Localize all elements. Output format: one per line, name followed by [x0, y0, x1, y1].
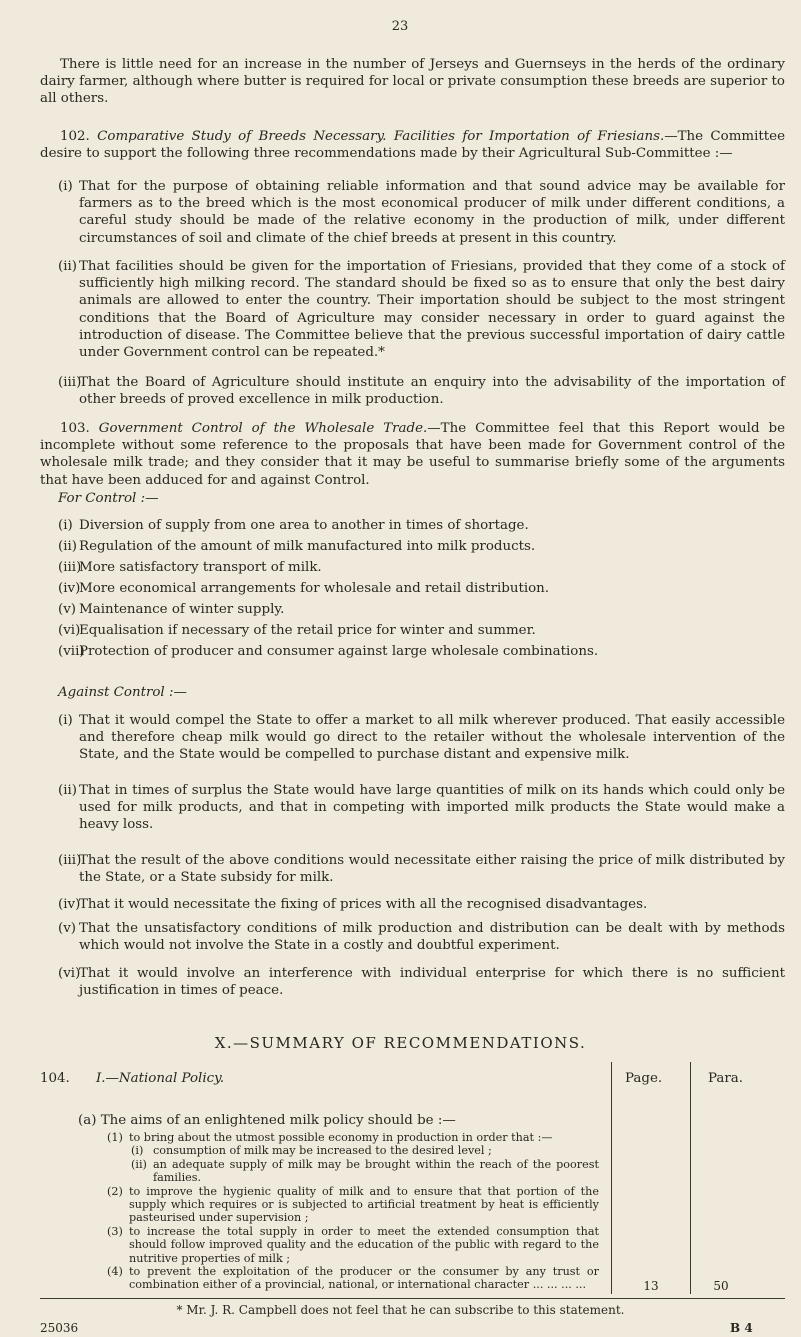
- paragraph-text: —The Committee feel that this Report would be incomplete without some reference to the proposals that have been made for Government control of the wholesale milk trade; and they consider that it may be useful to summarise briefly some of the arguments that have been adduced for and against Control.: [40, 421, 785, 488]
- column-divider: [690, 1062, 691, 1294]
- list-item: [107, 1185, 599, 1225]
- item-label: (v): [58, 921, 77, 936]
- item-label: (iv): [58, 897, 81, 912]
- paragraph-title: Government Control of the Wholesale Trade.: [98, 421, 428, 436]
- item-text: That for the purpose of obtaining reliable information and that sound advice may be available for farmers as to the breed which is the most economical producer of milk under different conditions, a careful study should be made of the relative economy in the production of milk, under different circumstances of soil and climate of the chief breeds at present in this country.: [79, 179, 785, 246]
- list-item: [58, 559, 785, 576]
- list-item: [58, 920, 785, 954]
- item-text: an adequate supply of milk may be brought within the reach of the poorest families.: [153, 1157, 599, 1185]
- item-label: (iv): [58, 581, 81, 596]
- para-reference: 50: [713, 1279, 729, 1293]
- summary-items: [107, 1131, 599, 1292]
- list-item: [58, 580, 785, 597]
- intro-paragraph: There is little need for an increase in the number of Jerseys and Guernseys in the herds of the ordinary dairy farmer, although where butter is required for local or private consumption these breeds are superior to all others.: [40, 57, 785, 107]
- item-text: That the unsatisfactory conditions of milk production and distribution can be dealt with by methods which would not involve the State in a costly and doubtful experiment.: [79, 921, 785, 954]
- item-text: More economical arrangements for wholesale and retail distribution.: [79, 581, 550, 596]
- item-label: (2): [107, 1184, 123, 1198]
- against-control-heading: Against Control :—: [58, 685, 187, 700]
- item-text: Protection of producer and consumer against large wholesale combinations.: [79, 644, 599, 659]
- summary-heading: X.—SUMMARY OF RECOMMENDATIONS.: [214, 1034, 587, 1052]
- column-header-para: Para.: [708, 1071, 744, 1086]
- column-header-page: Page.: [625, 1071, 663, 1086]
- list-item: [58, 896, 785, 913]
- paragraph-103: [40, 420, 785, 489]
- item-label: (vi): [58, 966, 81, 981]
- item-label: (i): [131, 1144, 144, 1158]
- list-item: [58, 852, 785, 886]
- paragraph-text: —The Committee desire to support the following three recommendations made by their Agricultural Sub-Committee :—: [40, 129, 785, 162]
- item-label: (ii): [58, 783, 78, 798]
- list-item: [58, 374, 785, 408]
- paragraph-number: 103.: [60, 421, 90, 436]
- item-label: (vi): [58, 623, 81, 638]
- item-label: (4): [107, 1265, 123, 1279]
- print-code: 25036: [40, 1321, 79, 1335]
- paragraph-title: Comparative Study of Breeds Necessary. Facilities for Importation of Friesians.: [97, 129, 665, 144]
- item-text: to improve the hygienic quality of milk and to ensure that that portion of the supply which requires or is subjected to artificial treatment by heat is efficiently pasteurised under supervision ;: [129, 1184, 599, 1225]
- list-item: [58, 712, 785, 764]
- item-text: Diversion of supply from one area to another in times of shortage.: [79, 518, 529, 533]
- section-title: I.—National Policy.: [96, 1071, 225, 1086]
- column-divider: [611, 1062, 612, 1294]
- item-text: That facilities should be given for the importation of Friesians, provided that they come of a stock of sufficiently high milking record. The standard should be fixed so as to ensure that only the best dairy animals are allowed to enter the country. Their importation should be subject to the most stringent conditions that the Board of Agriculture may consider necessary in order to guard against the introduction of disease. The Committee believe that the previous successful importation of dairy cattle under Government control can be repeated.*: [79, 259, 785, 361]
- list-item: [58, 601, 785, 618]
- list-item: [131, 1158, 599, 1185]
- item-label: (v): [58, 602, 77, 617]
- item-label: (i): [58, 713, 73, 728]
- page-number: 23: [391, 19, 409, 34]
- item-text: Equalisation if necessary of the retail price for winter and summer.: [79, 623, 536, 638]
- item-label: (i): [58, 179, 73, 194]
- list-item: [58, 258, 785, 361]
- item-text: That the Board of Agriculture should institute an enquiry into the advisability of the importation of other breeds of proved excellence in milk production.: [79, 375, 785, 408]
- item-text: That in times of surplus the State would have large quantities of milk on its hands which could only be used for milk products, and that in competing with imported milk products the State would make a heavy loss.: [79, 783, 785, 833]
- list-item: [58, 643, 785, 660]
- paragraph-number: 102.: [60, 129, 90, 144]
- signature-mark: B 4: [730, 1321, 753, 1335]
- item-text: Regulation of the amount of milk manufactured into milk products.: [79, 539, 536, 554]
- list-item: [58, 538, 785, 555]
- item-label: (ii): [131, 1157, 147, 1171]
- item-label: (3): [107, 1224, 123, 1238]
- list-item: [131, 1144, 599, 1157]
- list-item: [107, 1225, 599, 1265]
- footnote-rule: [40, 1298, 785, 1299]
- item-label: (ii): [58, 539, 78, 554]
- item-text: Maintenance of winter supply.: [79, 602, 285, 617]
- item-label: (i): [58, 518, 73, 533]
- list-item: [58, 622, 785, 639]
- item-text: consumption of milk may be increased to the desired level ;: [153, 1144, 492, 1158]
- item-text: That it would compel the State to offer a market to all milk wherever produced. That easily accessible and therefore cheap milk would go direct to the retailer without the wholesale intervention of the State, and the State would be compelled to purchase distant and expensive milk.: [79, 713, 785, 763]
- summary-intro: (a) The aims of an enlightened milk policy should be :—: [78, 1113, 456, 1128]
- item-text: That it would involve an interference with individual enterprise for which there is no sufficient justification in times of peace.: [79, 966, 785, 999]
- item-label: (1): [107, 1131, 123, 1144]
- item-label: (iii): [58, 853, 82, 868]
- list-item: [107, 1265, 599, 1292]
- list-item: [107, 1131, 599, 1144]
- item-label: (vii): [58, 644, 85, 659]
- item-label: (ii): [58, 259, 78, 274]
- item-label: (iii): [58, 560, 82, 575]
- item-text: More satisfactory transport of milk.: [79, 560, 322, 575]
- list-item: [58, 178, 785, 247]
- list-item: [58, 517, 785, 534]
- item-text: That it would necessitate the fixing of prices with all the recognised disadvantages.: [79, 897, 648, 912]
- footnote: * Mr. J. R. Campbell does not feel that he can subscribe to this statement.: [176, 1303, 625, 1317]
- item-label: (iii): [58, 375, 82, 390]
- paragraph-102: [40, 128, 785, 162]
- item-text: to bring about the utmost possible economy in production in order that :—: [129, 1131, 553, 1144]
- list-item: [58, 782, 785, 834]
- for-control-heading: For Control :—: [58, 491, 159, 506]
- item-text: That the result of the above conditions would necessitate either raising the price of milk distributed by the State, or a State subsidy for milk.: [79, 853, 785, 886]
- item-text: to increase the total supply in order to meet the extended consumption that should follow improved quality and the education of the public with regard to the nutritive properties of milk ;: [129, 1224, 599, 1265]
- page-reference: 13: [643, 1279, 659, 1293]
- list-item: [58, 965, 785, 999]
- section-number: 104.: [40, 1071, 70, 1086]
- item-text: to prevent the exploitation of the producer or the consumer by any trust or combination either of a provincial, national, or international character ... ... ... ...: [129, 1265, 599, 1292]
